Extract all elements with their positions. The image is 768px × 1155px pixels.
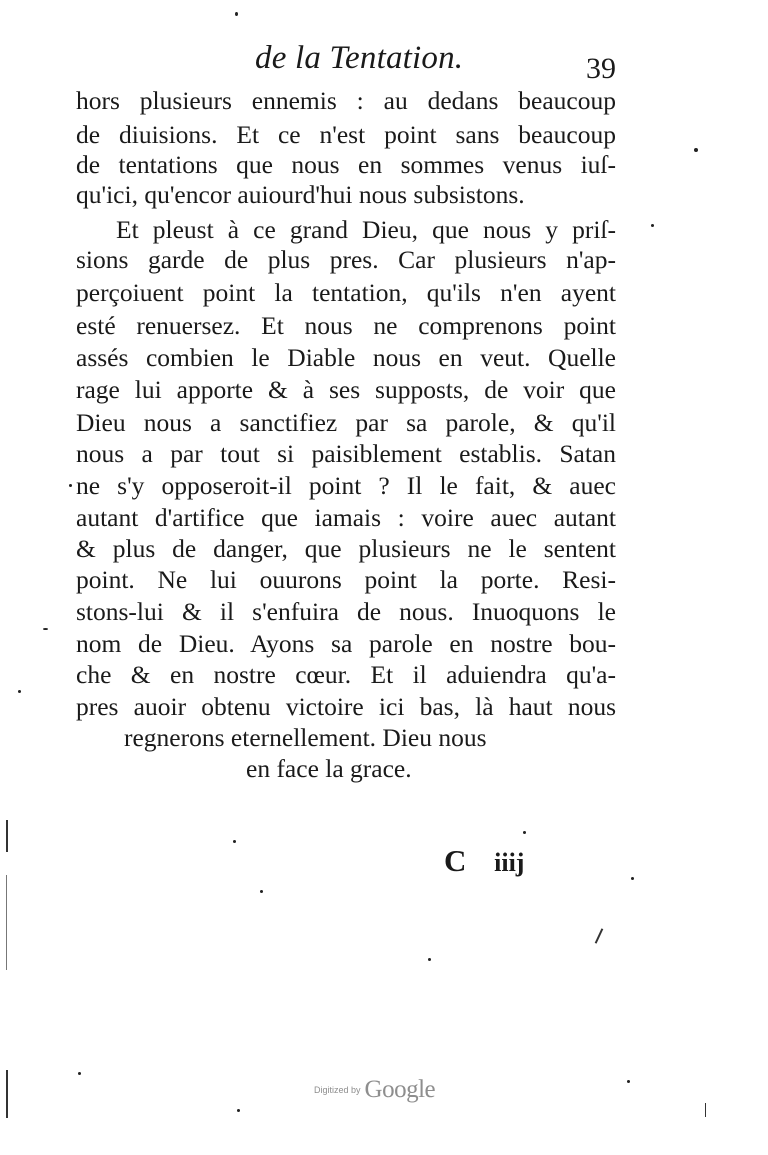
signature-letter: C — [444, 843, 467, 878]
watermark-brand: Google — [364, 1076, 436, 1103]
scan-speck — [631, 877, 634, 880]
page-edge-mark — [6, 875, 7, 970]
scan-speck — [69, 484, 72, 487]
digitization-watermark — [314, 1076, 435, 1104]
text-line: qu'ici, qu'encor auiourd'hui nous subsistons. — [76, 180, 525, 209]
page-number: 39 — [586, 52, 616, 85]
text-line: nous a par tout si paisiblement establis. Satan — [76, 439, 616, 468]
text-line: point. Ne lui ouurons point la porte. Resi- — [76, 565, 616, 594]
signature-mark — [444, 843, 524, 879]
text-line: & plus de danger, que plusieurs ne le sentent — [76, 534, 616, 563]
text-line: pres auoir obtenu victoire ici bas, là haut nous — [76, 692, 616, 721]
text-line: ne s'y opposeroit-il point ? Il le fait, & auec — [76, 471, 616, 500]
scan-speck — [260, 890, 263, 893]
signature-number: iiij — [494, 848, 525, 877]
scan-mark — [595, 928, 604, 943]
text-line: assés combien le Diable nous en veut. Quelle — [76, 343, 616, 372]
scan-speck — [18, 690, 21, 693]
scan-speck — [78, 1072, 81, 1075]
scan-speck — [43, 628, 48, 630]
text-line: Dieu nous a sanctifiez par sa parole, & qu'il — [76, 408, 616, 437]
text-line: sions garde de plus pres. Car plusieurs n'ap- — [76, 245, 616, 274]
text-line: de diuisions. Et ce n'est point sans beaucoup — [76, 120, 616, 149]
scan-speck — [237, 1109, 240, 1112]
page-edge-mark — [6, 1070, 8, 1118]
watermark-prefix: Digitized by — [314, 1085, 361, 1095]
text-line: perçoiuent point la tentation, qu'ils n'en ayent — [76, 278, 616, 307]
text-line: nom de Dieu. Ayons sa parole en nostre bou- — [76, 629, 616, 658]
paragraph-start-line: Et pleust à ce grand Dieu, que nous y priſ- — [116, 215, 616, 244]
text-line: autant d'artifice que iamais : voire auec autant — [76, 503, 616, 532]
scan-speck — [428, 958, 431, 961]
scan-speck — [651, 224, 654, 227]
text-line: che & en nostre cœur. Et il aduiendra qu'a- — [76, 660, 616, 689]
text-line-centered: regnerons eternellement. Dieu nous — [124, 723, 487, 752]
scan-speck — [523, 831, 526, 834]
running-title: de la Tentation. — [255, 40, 464, 76]
text-line-centered: en face la grace. — [246, 754, 412, 783]
text-line: esté renuersez. Et nous ne comprenons point — [76, 311, 616, 340]
scan-speck — [694, 148, 698, 152]
text-line: hors plusieurs ennemis : au dedans beaucoup — [76, 86, 616, 115]
scan-mark — [705, 1103, 706, 1117]
text-line: de tentations que nous en sommes venus iuſ- — [76, 150, 616, 179]
text-line: rage lui apporte & à ses supposts, de voir que — [76, 375, 616, 404]
scan-speck — [627, 1080, 630, 1083]
scan-speck — [233, 840, 236, 843]
text-line: stons-lui & il s'enfuira de nous. Inuoquons le — [76, 597, 616, 626]
page-edge-mark — [6, 820, 8, 852]
scan-speck — [235, 12, 238, 16]
